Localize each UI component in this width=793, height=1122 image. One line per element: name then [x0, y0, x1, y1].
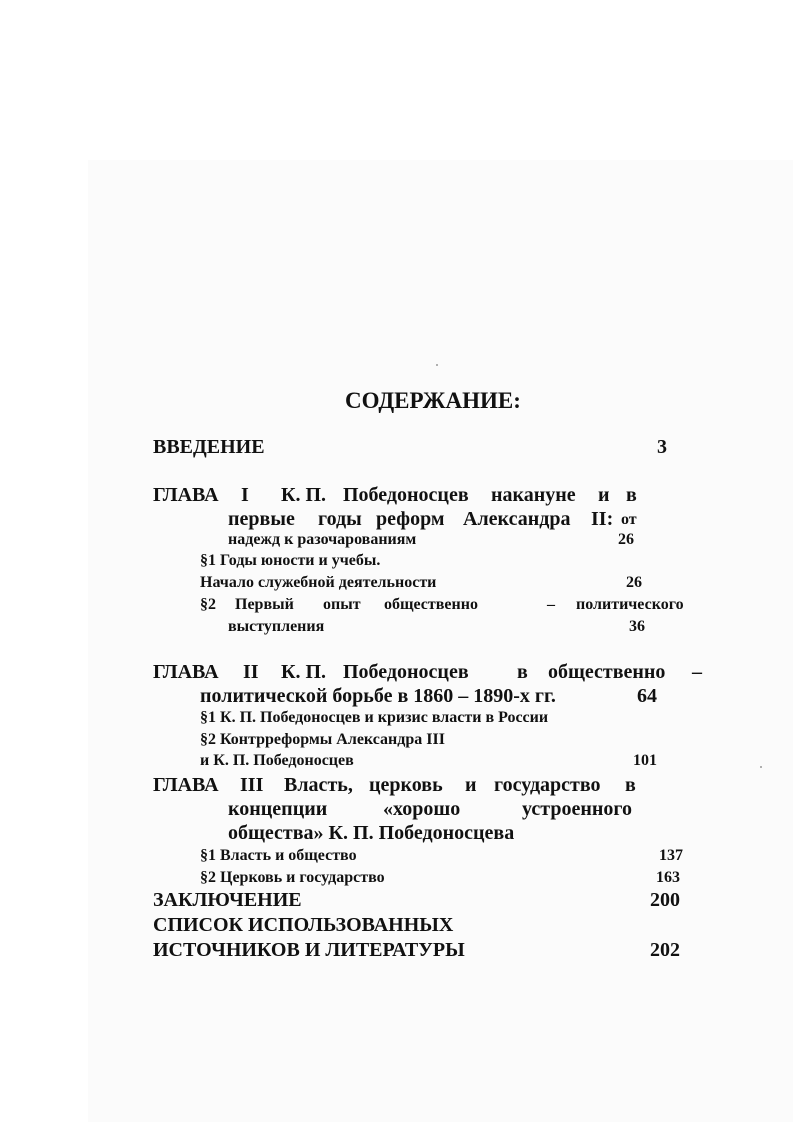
toc-ch2-page: 64 [637, 685, 657, 707]
toc-ch1-l3: надежд к разочарованиям [228, 531, 417, 548]
toc-ch2-sec2-page: 101 [633, 752, 657, 769]
toc-ch2-w6: – [692, 661, 702, 683]
toc-ch3-l2-w0: концепции [228, 798, 328, 820]
toc-ch2-w0: ГЛАВА [153, 661, 219, 683]
toc-ch2-sec1: §1 К. П. Победоносцев и кризис власти в России [200, 709, 549, 726]
toc-ch1-l2-w4: II: [591, 508, 614, 530]
toc-sources-line1: СПИСОК ИСПОЛЬЗОВАННЫХ [153, 914, 454, 936]
toc-ch1-l2-w1: годы [318, 508, 362, 530]
toc-ch3-w2: Власть, [284, 774, 353, 796]
toc-conclusion-page: 200 [650, 889, 680, 911]
toc-ch1-sec2-l2: выступления [228, 618, 325, 635]
page-shade [88, 160, 793, 1122]
toc-ch1-sec2-w5: политического [576, 596, 684, 613]
toc-ch1-w6: в [626, 484, 637, 506]
toc-ch2-l2: политической борьбе в 1860 – 1890-х гг. [200, 685, 556, 707]
toc-ch1-l2-w0: первые [228, 508, 295, 530]
toc-ch1-sec2-w4: – [547, 596, 555, 613]
scan-speck [760, 766, 762, 768]
toc-ch1-w2: К. П. [281, 484, 327, 506]
toc-ch3-w4: и [465, 774, 477, 796]
toc-ch1-w4: накануне [491, 484, 576, 506]
toc-ch2-sec2-b: и К. П. Победоносцев [200, 752, 354, 769]
toc-ch3-l2-w2: устроенного [522, 798, 632, 820]
toc-ch3-sec1: §1 Власть и общество [200, 847, 357, 864]
toc-ch3-l2-w1: «хорошо [383, 798, 461, 820]
toc-ch2-w4: в [517, 661, 528, 683]
toc-ch1-sec2-w3: общественно [384, 596, 478, 613]
toc-ch3-w1: III [240, 774, 264, 796]
toc-ch1-w5: и [598, 484, 610, 506]
toc-ch1-sec2-page: 36 [629, 618, 645, 635]
toc-ch3-w5: государство [494, 774, 601, 796]
toc-ch1-w0: ГЛАВА [153, 484, 219, 506]
toc-ch3-l3: общества» К. П. Победоносцева [228, 822, 515, 844]
toc-sources-page: 202 [650, 939, 680, 961]
toc-intro-label: ВВЕДЕНИЕ [153, 436, 265, 458]
toc-ch1-sec2-w0: §2 [200, 596, 216, 613]
toc-ch3-sec1-page: 137 [659, 847, 683, 864]
toc-ch1-sec1-a: §1 Годы юности и учебы. [200, 552, 381, 569]
scan-speck [436, 364, 438, 366]
toc-ch1-l2-w3: Александра [463, 508, 571, 530]
toc-ch3-sec2-page: 163 [656, 869, 680, 886]
toc-ch3-w6: в [625, 774, 636, 796]
toc-ch1-l2-w2: реформ [376, 508, 445, 530]
toc-ch2-w2: К. П. [281, 661, 327, 683]
toc-ch1-sec1-b: Начало служебной деятельности [200, 574, 437, 591]
toc-ch2-w5: общественно [548, 661, 666, 683]
toc-ch1-l2-w5: от [621, 511, 637, 528]
toc-ch1-w1: I [241, 484, 249, 506]
toc-intro-page: 3 [657, 436, 667, 458]
toc-ch3-w0: ГЛАВА [153, 774, 219, 796]
toc-ch1-sec1-page: 26 [626, 574, 642, 591]
toc-ch1-sec2-w2: опыт [323, 596, 361, 613]
toc-ch3-sec2: §2 Церковь и государство [200, 869, 385, 886]
toc-ch3-w3: церковь [369, 774, 443, 796]
toc-conclusion-label: ЗАКЛЮЧЕНИЕ [153, 889, 302, 911]
toc-ch1-w3: Победоносцев [343, 484, 469, 506]
toc-ch2-sec2-a: §2 Контрреформы Александра III [200, 731, 445, 748]
toc-ch1-page: 26 [618, 531, 634, 548]
page-title: СОДЕРЖАНИЕ: [345, 388, 521, 413]
toc-ch1-sec2-w1: Первый [235, 596, 294, 613]
toc-sources-line2: ИСТОЧНИКОВ И ЛИТЕРАТУРЫ [153, 939, 465, 961]
toc-ch2-w1: II [243, 661, 259, 683]
toc-ch2-w3: Победоносцев [343, 661, 469, 683]
